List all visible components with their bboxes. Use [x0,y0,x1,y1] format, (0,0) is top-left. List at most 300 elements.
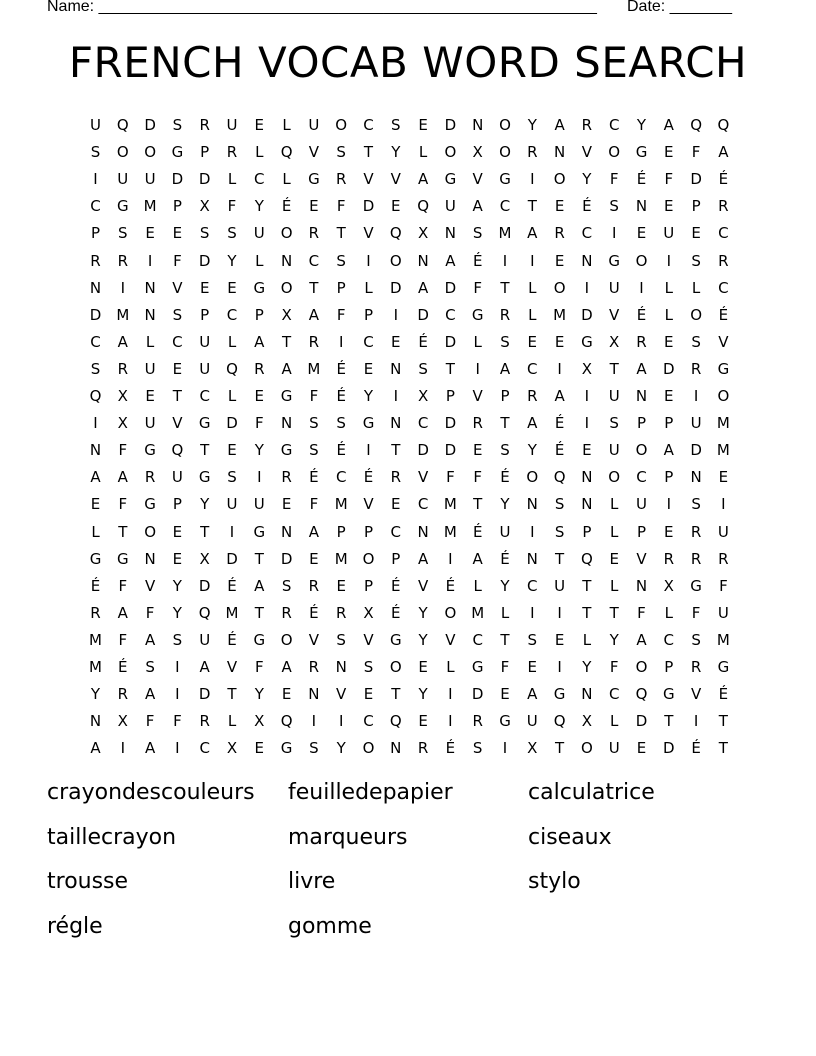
grid-letter[interactable]: O [580,739,593,758]
grid-letter[interactable]: R [472,414,483,433]
grid-letter[interactable]: Y [200,495,210,514]
grid-letter[interactable]: F [691,603,701,622]
grid-letter[interactable]: P [172,197,182,216]
grid-letter[interactable]: U [199,359,211,378]
grid-letter[interactable]: I [147,251,153,270]
grid-letter[interactable]: F [446,468,455,487]
grid-letter[interactable]: S [227,468,237,487]
grid-letter[interactable]: X [472,143,483,162]
grid-letter[interactable]: E [172,522,183,541]
grid-letter[interactable]: P [336,522,346,541]
grid-letter[interactable]: I [448,549,453,568]
grid-letter[interactable]: S [336,630,346,649]
grid-letter[interactable]: V [144,576,156,595]
grid-letter[interactable]: A [636,630,647,649]
grid-letter[interactable]: Q [280,712,293,731]
grid-letter[interactable]: U [144,170,156,189]
grid-letter[interactable]: L [446,658,455,676]
grid-letter[interactable]: O [280,224,293,243]
grid-letter[interactable]: A [117,332,128,351]
grid-letter[interactable]: P [200,305,210,324]
grid-letter[interactable]: F [473,468,482,487]
grid-letter[interactable]: I [584,278,590,297]
grid-letter[interactable]: U [144,359,156,378]
grid-letter[interactable]: S [90,359,101,378]
grid-letter[interactable]: F [173,712,182,731]
grid-letter[interactable]: A [663,116,674,134]
grid-letter[interactable]: O [362,739,375,758]
grid-letter[interactable]: O [717,387,730,405]
grid-letter[interactable]: U [117,170,129,189]
grid-letter[interactable]: I [448,685,453,704]
grid-letter[interactable]: R [718,251,729,270]
grid-letter[interactable]: T [200,522,210,541]
grid-letter[interactable]: T [282,332,292,351]
grid-letter[interactable]: Q [116,116,129,134]
grid-letter[interactable]: É [718,170,729,189]
grid-letter[interactable]: F [118,630,128,649]
grid-letter[interactable]: S [363,658,374,676]
grid-letter[interactable]: P [363,305,374,324]
grid-letter[interactable]: N [89,712,102,731]
grid-letter[interactable]: F [664,170,674,189]
grid-letter[interactable]: S [609,414,619,433]
grid-letter[interactable]: G [608,251,620,270]
grid-letter[interactable]: A [527,224,538,243]
grid-letter[interactable]: X [609,332,620,351]
grid-letter[interactable]: Q [553,712,566,731]
grid-letter[interactable]: T [473,495,483,514]
grid-letter[interactable]: T [445,359,455,378]
grid-letter[interactable]: A [90,468,101,487]
grid-letter[interactable]: M [443,522,457,541]
grid-letter[interactable]: U [253,224,265,243]
grid-letter[interactable]: P [582,522,592,541]
grid-letter[interactable]: D [226,414,238,433]
grid-letter[interactable]: U [663,224,675,243]
grid-letter[interactable]: R [335,170,347,189]
grid-letter[interactable]: N [581,495,593,514]
grid-letter[interactable]: D [280,549,293,568]
grid-letter[interactable]: U [499,522,511,541]
grid-letter[interactable]: P [664,658,674,676]
grid-letter[interactable]: V [363,224,374,243]
grid-letter[interactable]: I [475,359,480,378]
grid-letter[interactable]: C [417,495,429,514]
grid-letter[interactable]: L [418,143,428,162]
grid-letter[interactable]: Y [582,170,592,189]
grid-letter[interactable]: L [610,522,619,541]
grid-letter[interactable]: T [254,603,264,622]
grid-letter[interactable]: C [226,305,238,324]
grid-letter[interactable]: N [417,522,429,541]
grid-letter[interactable]: G [253,630,266,649]
grid-letter[interactable]: T [309,278,319,297]
grid-letter[interactable]: I [120,278,126,297]
grid-letter[interactable]: M [225,603,239,622]
grid-letter[interactable]: F [254,658,264,676]
grid-letter[interactable]: V [718,332,729,351]
grid-letter[interactable]: C [445,305,456,324]
grid-letter[interactable]: T [718,739,728,758]
grid-letter[interactable]: R [90,603,101,622]
grid-letter[interactable]: R [308,332,320,351]
grid-letter[interactable]: U [199,332,211,351]
grid-letter[interactable]: C [417,414,429,433]
grid-letter[interactable]: F [609,170,619,189]
grid-letter[interactable]: G [662,685,675,704]
grid-letter[interactable]: A [472,549,483,568]
grid-letter[interactable]: U [690,414,702,433]
grid-letter[interactable]: E [418,658,428,676]
grid-letter[interactable]: D [198,170,211,189]
grid-letter[interactable]: É [718,305,729,324]
grid-letter[interactable]: R [281,468,292,487]
grid-letter[interactable]: T [609,603,619,622]
grid-letter[interactable]: Y [254,441,264,460]
grid-letter[interactable]: L [664,278,673,297]
grid-letter[interactable]: R [335,603,347,622]
grid-letter[interactable]: L [255,251,264,270]
grid-letter[interactable]: Y [609,630,619,649]
grid-letter[interactable]: E [527,332,538,351]
grid-letter[interactable]: R [554,224,565,243]
grid-letter[interactable]: N [472,116,484,134]
grid-letter[interactable]: T [391,685,401,704]
grid-letter[interactable]: R [308,576,320,595]
grid-letter[interactable]: L [528,305,537,324]
grid-letter[interactable]: N [280,522,293,541]
grid-letter[interactable]: L [282,170,291,189]
grid-letter[interactable]: R [90,251,101,270]
grid-letter[interactable]: É [363,468,374,487]
grid-letter[interactable]: I [175,685,180,704]
grid-letter[interactable]: É [472,251,483,270]
grid-letter[interactable]: X [117,414,128,433]
grid-letter[interactable]: Y [172,603,182,622]
grid-letter[interactable]: E [90,495,101,514]
grid-letter[interactable]: Q [198,603,211,622]
grid-letter[interactable]: U [608,387,620,405]
grid-letter[interactable]: F [473,278,482,297]
grid-letter[interactable]: I [175,658,180,676]
grid-letter[interactable]: M [716,414,730,433]
grid-letter[interactable]: O [362,549,375,568]
grid-letter[interactable]: E [664,197,674,216]
grid-letter[interactable]: É [445,576,456,595]
grid-letter[interactable]: G [717,658,730,676]
grid-letter[interactable]: O [389,658,402,676]
grid-letter[interactable]: N [144,278,156,297]
grid-letter[interactable]: F [118,441,128,460]
grid-letter[interactable]: U [90,116,101,134]
grid-letter[interactable]: M [716,630,730,649]
grid-letter[interactable]: A [144,685,156,704]
grid-letter[interactable]: S [391,116,401,134]
grid-letter[interactable]: E [582,441,592,460]
grid-letter[interactable]: I [530,170,535,189]
grid-letter[interactable]: U [226,116,238,134]
grid-letter[interactable]: G [280,441,293,460]
grid-letter[interactable]: V [172,414,183,433]
grid-letter[interactable]: N [390,414,402,433]
grid-letter[interactable]: P [172,495,182,514]
grid-letter[interactable]: Y [391,143,401,162]
grid-letter[interactable]: C [254,170,265,189]
grid-letter[interactable]: U [199,630,211,649]
grid-letter[interactable]: E [254,739,265,758]
grid-letter[interactable]: U [554,576,566,595]
grid-letter[interactable]: D [444,414,457,433]
grid-letter[interactable]: M [89,658,102,676]
grid-letter[interactable]: N [690,468,702,487]
grid-letter[interactable]: T [336,224,346,243]
grid-letter[interactable]: C [499,197,511,216]
grid-letter[interactable]: G [144,441,156,460]
grid-letter[interactable]: I [611,224,617,243]
grid-letter[interactable]: É [90,576,101,595]
grid-letter[interactable]: G [308,170,320,189]
grid-letter[interactable]: Y [254,197,264,216]
grid-letter[interactable]: E [718,468,729,487]
grid-letter[interactable]: A [308,305,320,324]
grid-letter[interactable]: I [557,603,562,622]
grid-letter[interactable]: O [499,116,511,134]
grid-letter[interactable]: I [693,712,699,731]
grid-letter[interactable]: F [118,576,128,595]
grid-letter[interactable]: N [526,549,538,568]
grid-letter[interactable]: I [338,712,344,731]
grid-letter[interactable]: E [363,359,374,378]
grid-letter[interactable]: I [530,603,535,622]
grid-letter[interactable]: L [473,576,482,595]
grid-letter[interactable]: O [280,278,293,297]
grid-letter[interactable]: I [338,332,344,351]
grid-letter[interactable]: O [116,143,129,162]
grid-letter[interactable]: G [144,495,156,514]
grid-letter[interactable]: M [334,549,348,568]
grid-letter[interactable]: U [717,603,729,622]
grid-letter[interactable]: D [198,576,211,595]
grid-letter[interactable]: E [664,143,674,162]
grid-letter[interactable]: O [608,143,621,162]
grid-letter[interactable]: Q [89,387,102,405]
grid-letter[interactable]: M [553,305,567,324]
grid-letter[interactable]: S [527,630,538,649]
grid-letter[interactable]: N [526,495,538,514]
grid-letter[interactable]: V [390,170,401,189]
grid-letter[interactable]: O [690,305,702,324]
grid-letter[interactable]: F [145,603,155,622]
grid-letter[interactable]: L [227,332,237,351]
grid-letter[interactable]: E [418,712,428,731]
grid-letter[interactable]: Y [527,116,537,134]
grid-letter[interactable]: V [363,170,374,189]
grid-letter[interactable]: X [581,359,593,378]
grid-letter[interactable]: R [254,359,265,378]
grid-letter[interactable]: Y [90,685,101,704]
grid-letter[interactable]: N [581,685,593,704]
grid-letter[interactable]: G [116,197,129,216]
grid-letter[interactable]: R [690,522,702,541]
grid-letter[interactable]: U [608,441,620,460]
grid-letter[interactable]: R [527,387,538,405]
grid-letter[interactable]: G [471,305,484,324]
grid-letter[interactable]: A [554,116,565,134]
grid-letter[interactable]: C [527,576,538,595]
grid-letter[interactable]: U [253,495,265,514]
grid-letter[interactable]: É [391,603,401,622]
grid-letter[interactable]: V [609,305,620,324]
grid-letter[interactable]: S [691,495,701,514]
grid-letter[interactable]: F [173,251,182,270]
grid-letter[interactable]: Q [417,197,429,216]
grid-letter[interactable]: F [254,414,264,433]
grid-letter[interactable]: S [336,251,346,270]
grid-letter[interactable]: N [635,197,648,216]
grid-letter[interactable]: Q [171,441,184,460]
grid-letter[interactable]: P [664,468,674,487]
grid-letter[interactable]: D [144,116,156,134]
grid-letter[interactable]: S [691,332,701,351]
grid-letter[interactable]: L [91,522,100,541]
grid-letter[interactable]: T [118,522,128,541]
grid-letter[interactable]: N [144,305,156,324]
grid-letter[interactable]: E [691,224,701,243]
grid-letter[interactable]: V [172,278,183,297]
grid-letter[interactable]: N [89,278,102,297]
grid-letter[interactable]: Q [635,685,648,704]
grid-letter[interactable]: I [120,739,126,758]
grid-letter[interactable]: I [311,712,317,731]
grid-letter[interactable]: I [639,278,644,297]
grid-letter[interactable]: É [227,576,237,595]
grid-letter[interactable]: O [444,603,457,622]
grid-letter[interactable]: É [281,197,292,216]
grid-letter[interactable]: A [281,658,292,676]
grid-letter[interactable]: E [172,359,183,378]
grid-letter[interactable]: V [417,468,429,487]
grid-letter[interactable]: N [390,359,402,378]
grid-letter[interactable]: L [664,305,673,324]
grid-letter[interactable]: É [309,468,319,487]
grid-letter[interactable]: F [719,576,728,595]
grid-letter[interactable]: X [663,576,674,595]
grid-letter[interactable]: E [145,224,155,243]
grid-letter[interactable]: U [144,414,156,433]
grid-letter[interactable]: E [664,332,674,351]
grid-letter[interactable]: G [581,332,593,351]
grid-letter[interactable]: C [581,224,593,243]
grid-letter[interactable]: T [609,359,619,378]
grid-letter[interactable]: I [448,712,453,731]
grid-letter[interactable]: Q [389,224,402,243]
grid-letter[interactable]: E [172,549,183,568]
grid-letter[interactable]: É [691,739,701,758]
grid-letter[interactable]: V [363,630,374,649]
grid-letter[interactable]: I [393,305,399,324]
grid-letter[interactable]: R [636,332,647,351]
grid-letter[interactable]: O [608,468,621,487]
grid-letter[interactable]: I [530,522,535,541]
date-field[interactable]: Date: _______ [627,0,732,15]
grid-letter[interactable]: T [500,414,510,433]
grid-letter[interactable]: S [172,305,183,324]
grid-letter[interactable]: E [664,387,674,405]
grid-letter[interactable]: Y [336,739,346,758]
grid-letter[interactable]: I [502,739,508,758]
grid-letter[interactable]: L [227,170,237,189]
grid-letter[interactable]: O [526,468,539,487]
grid-letter[interactable]: N [144,549,156,568]
grid-letter[interactable]: C [390,522,402,541]
grid-letter[interactable]: T [200,441,210,460]
grid-letter[interactable]: D [690,170,702,189]
grid-letter[interactable]: P [363,522,374,541]
grid-letter[interactable]: L [610,712,619,731]
grid-letter[interactable]: S [691,251,701,270]
grid-letter[interactable]: L [610,495,619,514]
grid-letter[interactable]: U [636,495,647,514]
grid-letter[interactable]: A [417,549,429,568]
grid-letter[interactable]: Y [418,685,428,704]
grid-letter[interactable]: R [117,359,129,378]
grid-letter[interactable]: A [117,468,128,487]
grid-letter[interactable]: É [227,630,237,649]
grid-letter[interactable]: E [609,549,619,568]
grid-letter[interactable]: X [199,549,210,568]
grid-letter[interactable]: L [610,576,619,595]
grid-letter[interactable]: G [444,170,457,189]
grid-letter[interactable]: E [172,224,183,243]
grid-letter[interactable]: A [254,332,265,351]
grid-letter[interactable]: O [635,251,648,270]
grid-letter[interactable]: N [581,251,593,270]
grid-letter[interactable]: U [608,278,620,297]
grid-letter[interactable]: T [254,549,264,568]
grid-letter[interactable]: L [364,278,373,297]
grid-letter[interactable]: P [336,278,346,297]
grid-letter[interactable]: D [444,441,457,460]
grid-letter[interactable]: A [554,387,565,405]
grid-letter[interactable]: F [637,603,646,622]
grid-letter[interactable]: T [227,685,237,704]
grid-letter[interactable]: R [308,658,320,676]
grid-letter[interactable]: A [499,359,511,378]
grid-letter[interactable]: V [336,685,347,704]
grid-letter[interactable]: V [472,387,483,405]
grid-letter[interactable]: É [336,441,346,460]
grid-letter[interactable]: G [717,359,730,378]
grid-letter[interactable]: V [308,630,320,649]
grid-letter[interactable]: N [308,685,320,704]
grid-letter[interactable]: D [444,278,457,297]
grid-letter[interactable]: E [472,441,483,460]
grid-letter[interactable]: Q [280,143,293,162]
grid-letter[interactable]: S [199,224,210,243]
grid-letter[interactable]: É [554,441,565,460]
grid-letter[interactable]: R [690,359,702,378]
grid-letter[interactable]: T [664,712,674,731]
grid-letter[interactable]: S [472,739,483,758]
grid-letter[interactable]: E [527,658,538,676]
grid-letter[interactable]: N [89,441,102,460]
grid-letter[interactable]: A [254,576,265,595]
grid-letter[interactable]: É [500,468,510,487]
grid-letter[interactable]: E [500,685,510,704]
grid-letter[interactable]: A [308,522,320,541]
grid-letter[interactable]: Y [418,630,428,649]
